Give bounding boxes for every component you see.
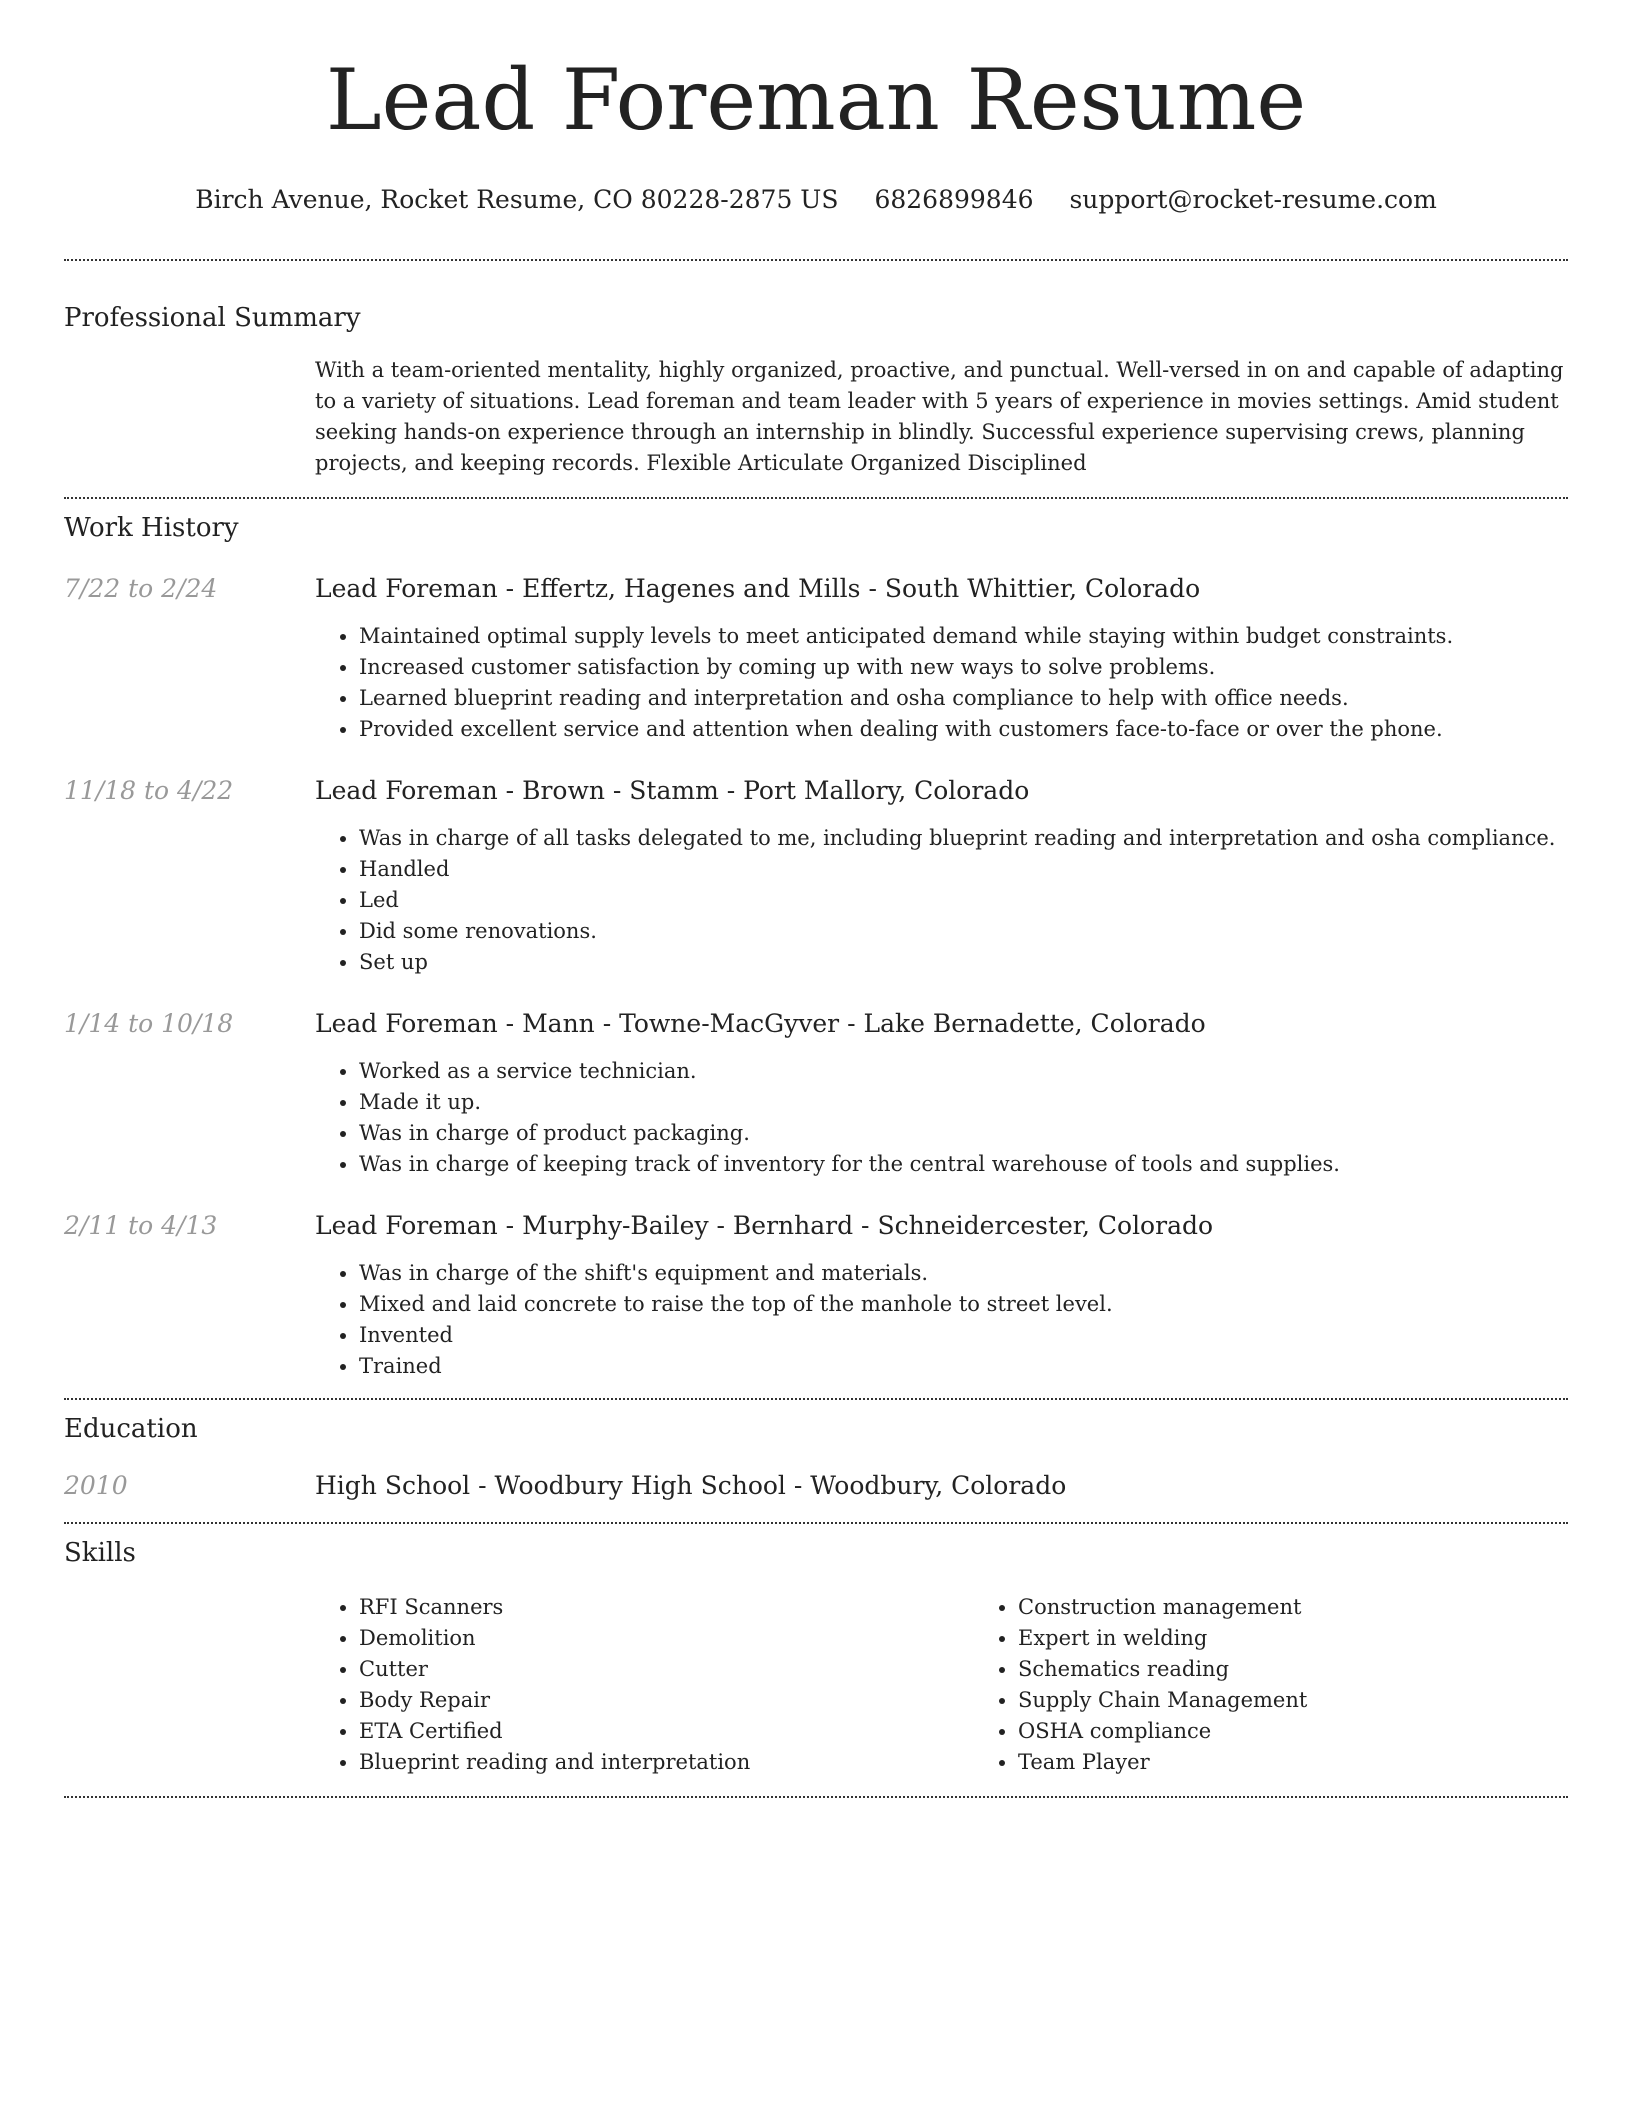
- job-entry: [64, 1210, 1568, 1382]
- job-title: Lead Foreman - Brown - Stamm - Port Mallory, Colorado: [315, 776, 1030, 805]
- divider: [64, 259, 1568, 261]
- skill-item: • Construction management: [1018, 1592, 1632, 1623]
- skills-heading: Skills: [64, 1538, 136, 1568]
- list-item: • Worked as a service technician.: [359, 1056, 1568, 1087]
- skill-item: • Blueprint reading and interpretation: [359, 1747, 974, 1778]
- skill-item: • Demolition: [359, 1623, 974, 1654]
- list-item: • Was in charge of all tasks delegated to me, including blueprint reading and interpretation and osha compliance.: [359, 823, 1568, 854]
- education-entry: [64, 1470, 1568, 1502]
- job-bullets: [315, 1056, 1568, 1180]
- skill-item: • Cutter: [359, 1654, 974, 1685]
- skill-item: • Schematics reading: [1018, 1654, 1632, 1685]
- contact-address: Birch Avenue, Rocket Resume, CO 80228-2875 US: [195, 185, 839, 214]
- skill-item: • RFI Scanners: [359, 1592, 974, 1623]
- skill-item: • Supply Chain Management: [1018, 1685, 1632, 1716]
- resume-page: [64, 0, 1568, 1798]
- work-heading: Work History: [64, 513, 239, 543]
- divider: [64, 1796, 1568, 1798]
- job-dates: 2/11 to 4/13: [64, 1211, 218, 1240]
- divider: [64, 1522, 1568, 1524]
- list-item: • Was in charge of keeping track of inventory for the central warehouse of tools and supplies.: [359, 1149, 1568, 1180]
- skills-list-left: [315, 1592, 974, 1778]
- job-entry: [64, 573, 1568, 745]
- skills-list-right: [974, 1592, 1632, 1778]
- job-bullets: [315, 621, 1568, 745]
- list-item: • Maintained optimal supply levels to meet anticipated demand while staying within budget constraints.: [359, 621, 1568, 652]
- skill-item: • Expert in welding: [1018, 1623, 1632, 1654]
- job-title: Lead Foreman - Effertz, Hagenes and Mills - South Whittier, Colorado: [315, 574, 1201, 603]
- list-item: • Made it up.: [359, 1087, 1568, 1118]
- page-title: Lead Foreman Resume: [325, 51, 1307, 149]
- summary-heading: Professional Summary: [64, 303, 361, 333]
- education-title: High School - Woodbury High School - Woodbury, Colorado: [315, 1471, 1067, 1500]
- skill-item: • Body Repair: [359, 1685, 974, 1716]
- job-dates: 1/14 to 10/18: [64, 1009, 234, 1038]
- skill-item: • Team Player: [1018, 1747, 1632, 1778]
- job-title: Lead Foreman - Mann - Towne-MacGyver - Lake Bernadette, Colorado: [315, 1009, 1206, 1038]
- list-item: • Did some renovations.: [359, 916, 1568, 947]
- list-item: • Increased customer satisfaction by coming up with new ways to solve problems.: [359, 652, 1568, 683]
- summary-text: With a team-oriented mentality, highly organized, proactive, and punctual. Well-versed in on and capable of adapting to a variety of situations. Lead foreman and team leader with 5 years of experience in movies settings. Amid student seeking hands-on experience through an internship in blindly. Successful experience supervising crews, planning projects, and keeping records. Flexible Articulate Organized Disciplined: [315, 358, 1564, 475]
- job-dates: 11/18 to 4/22: [64, 776, 234, 805]
- list-item: • Learned blueprint reading and interpretation and osha compliance to help with office needs.: [359, 683, 1568, 714]
- list-item: • Trained: [359, 1351, 1568, 1382]
- job-dates: 7/22 to 2/24: [64, 574, 218, 603]
- contact-line: [64, 184, 1568, 216]
- list-item: • Handled: [359, 854, 1568, 885]
- list-item: • Mixed and laid concrete to raise the top of the manhole to street level.: [359, 1289, 1568, 1320]
- summary-row: [64, 355, 1568, 479]
- list-item: • Invented: [359, 1320, 1568, 1351]
- list-item: • Provided excellent service and attention when dealing with customers face-to-face or over the phone.: [359, 714, 1568, 745]
- education-year: 2010: [64, 1471, 128, 1500]
- list-item: • Was in charge of product packaging.: [359, 1118, 1568, 1149]
- work-history-list: [64, 573, 1568, 1382]
- skill-item: • ETA Certified: [359, 1716, 974, 1747]
- contact-email: support@rocket-resume.com: [1069, 185, 1437, 214]
- education-heading: Education: [64, 1414, 198, 1444]
- skills-grid: [315, 1592, 1632, 1778]
- job-entry: [64, 1008, 1568, 1180]
- skills-row: [64, 1592, 1568, 1778]
- divider: [64, 1398, 1568, 1400]
- job-title: Lead Foreman - Murphy-Bailey - Bernhard - Schneidercester, Colorado: [315, 1211, 1214, 1240]
- job-entry: [64, 775, 1568, 978]
- contact-phone: 6826899846: [874, 185, 1034, 214]
- job-bullets: [315, 823, 1568, 978]
- job-bullets: [315, 1258, 1568, 1382]
- skill-item: • OSHA compliance: [1018, 1716, 1632, 1747]
- list-item: • Was in charge of the shift's equipment and materials.: [359, 1258, 1568, 1289]
- divider: [64, 497, 1568, 499]
- list-item: • Set up: [359, 947, 1568, 978]
- list-item: • Led: [359, 885, 1568, 916]
